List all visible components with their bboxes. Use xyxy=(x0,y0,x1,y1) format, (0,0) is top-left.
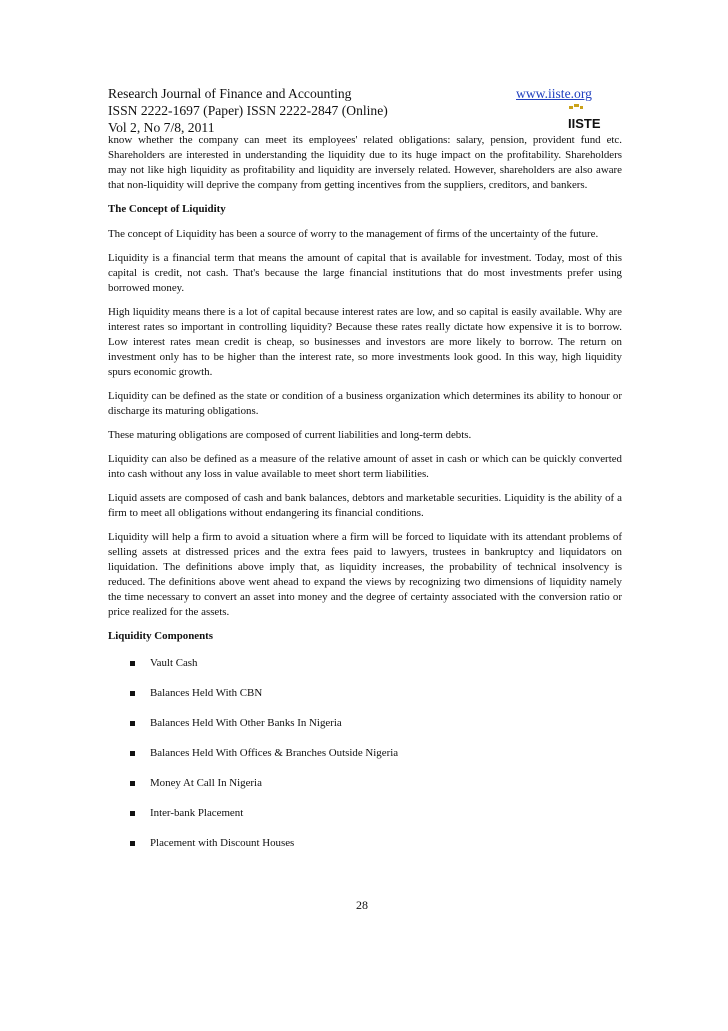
bullet-icon xyxy=(130,721,135,726)
list-item: Balances Held With Offices & Branches Outside Nigeria xyxy=(130,746,622,761)
bullet-icon xyxy=(130,661,135,666)
paragraph: These maturing obligations are composed of current liabilities and long-term debts. xyxy=(108,429,472,441)
list-item: Money At Call In Nigeria xyxy=(130,776,622,791)
list-item: Placement with Discount Houses xyxy=(130,836,622,851)
issn-line: ISSN 2222-1697 (Paper) ISSN 2222-2847 (Online) xyxy=(108,103,388,118)
list-item: Inter-bank Placement xyxy=(130,806,622,821)
iiste-logo-icon xyxy=(566,102,606,132)
bullet-icon xyxy=(130,811,135,816)
bullet-icon xyxy=(130,781,135,786)
list-item: Vault Cash xyxy=(130,656,622,671)
paragraph: Liquidity is a financial term that means the amount of capital that is available for investment. Today, most of this capital is credit, not cash. That's because the large financial institutions that do most investments prefer using borrowed money. xyxy=(108,252,622,294)
paragraph: High liquidity means there is a lot of capital because interest rates are low, and so capital is easily available. Why are interest rates so important in controlling liquidity? Because these rates really dictate how expensive it is to borrow. Low interest rates mean credit is cheap, so businesses and investors are more likely to borrow. The return on investment only has to be higher than the interest rate, so more investments look good. In this way, high liquidity spurs economic growth. xyxy=(108,306,622,378)
paragraph: Liquid assets are composed of cash and bank balances, debtors and marketable securities. Liquidity is the ability of a firm to meet all obligations without endangering its financial conditions. xyxy=(108,492,622,519)
section-heading-components: Liquidity Components xyxy=(108,630,214,642)
list-item: Balances Held With Other Banks In Nigeria xyxy=(130,716,622,731)
bullet-icon xyxy=(130,691,135,696)
list-item: Balances Held With CBN xyxy=(130,686,622,701)
page-number: 28 xyxy=(356,898,368,912)
logo-text: IISTE xyxy=(568,116,601,131)
article-body xyxy=(108,133,622,866)
paragraph: The concept of Liquidity has been a source of worry to the management of firms of the uncertainty of the future. xyxy=(108,228,599,240)
section-heading-concept: The Concept of Liquidity xyxy=(108,203,226,215)
bullet-icon xyxy=(130,751,135,756)
intro-paragraph: know whether the company can meet its employees' related obligations: salary, pension, provident fund etc. Shareholders are interested in understanding the liquidity due to its huge impact on the profitability. Shareholders may not like high liquidity as profitability and liquidity are inversely related. However, shareholders are also aware that non-liquidity will deprive the company from getting incentives from the suppliers, creditors, and bankers. xyxy=(108,134,622,191)
paragraph: Liquidity can be defined as the state or condition of a business organization which determines its ability to honour or discharge its maturing obligations. xyxy=(108,390,622,417)
paragraph: Liquidity will help a firm to avoid a situation where a firm will be forced to liquidate with its attendant problems of selling assets at distressed prices and the extra fees paid to lawyers, trustees in bankruptcy and liquidators on liquidation. The definitions above imply that, as liquidity increases, the probability of technical insolvency is reduced. The definitions above went ahead to expand the views by recognizing two dimensions of liquidity namely the time necessary to convert an asset into money and the degree of certainty associated with the conversion ratio or price realized for the assets. xyxy=(108,531,622,618)
volume-line: Vol 2, No 7/8, 2011 xyxy=(108,120,215,135)
paragraph: Liquidity can also be defined as a measure of the relative amount of asset in cash or which can be quickly converted into cash without any loss in value available to meet short term liabilities. xyxy=(108,453,622,480)
journal-url-link[interactable]: www.iiste.org xyxy=(516,86,592,101)
journal-title: Research Journal of Finance and Accounting xyxy=(108,86,352,101)
components-list xyxy=(108,656,622,851)
bullet-icon xyxy=(130,841,135,846)
